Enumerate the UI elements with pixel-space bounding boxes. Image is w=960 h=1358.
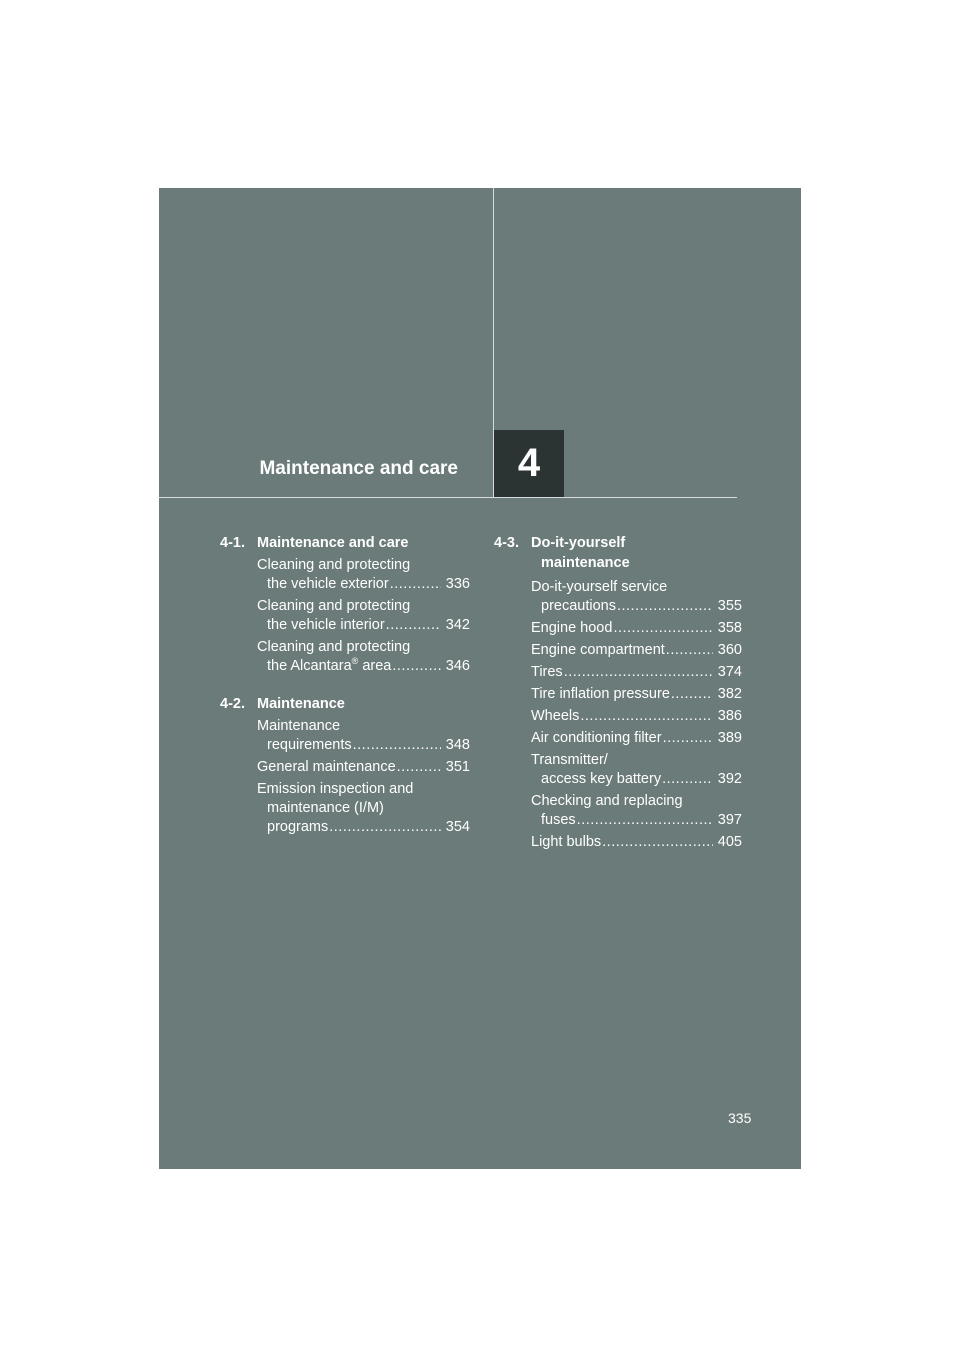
entry-text: General maintenance <box>257 759 396 775</box>
horizontal-divider <box>159 497 737 498</box>
section-heading <box>210 533 470 553</box>
toc-entry-engine-compartment[interactable] <box>531 638 742 660</box>
page-ref: 386 <box>717 708 742 724</box>
entry-text: programs <box>267 819 329 835</box>
page-number: 335 <box>728 1110 752 1126</box>
dot-leader <box>353 736 441 755</box>
page-ref: 389 <box>717 730 742 746</box>
entry-text: Tire inflation pressure <box>531 686 670 702</box>
dot-leader <box>577 811 713 830</box>
chapter-title: Maintenance and care <box>259 458 458 479</box>
dot-leader <box>663 729 713 748</box>
entry-text: Cleaning and protecting <box>257 598 411 614</box>
dot-leader <box>390 575 441 594</box>
toc-entry-key-battery[interactable] <box>531 748 742 789</box>
chapter-number-tab: 4 <box>494 430 564 497</box>
page-ref: 351 <box>445 759 470 775</box>
toc-entry-engine-hood[interactable] <box>531 616 742 638</box>
section-title: Maintenance <box>257 696 345 712</box>
section-number: 4-2. <box>220 696 245 712</box>
dot-leader <box>329 818 441 837</box>
section-title-continued: maintenance <box>541 555 630 571</box>
toc-entry-fuses[interactable] <box>531 789 742 830</box>
section-heading <box>484 533 742 573</box>
toc-entry-alcantara[interactable] <box>257 635 470 676</box>
dot-leader <box>666 641 713 660</box>
toc-entry-exterior[interactable] <box>257 553 470 594</box>
entry-text: Emission inspection and <box>257 781 414 797</box>
entry-text: Do-it-yourself service <box>531 579 668 595</box>
page-ref: 358 <box>717 620 742 636</box>
entry-text: fuses <box>541 812 576 828</box>
dot-leader <box>613 619 713 638</box>
dot-leader <box>392 657 441 676</box>
entry-text: Cleaning and protecting <box>257 557 411 573</box>
entry-text: the vehicle interior <box>267 617 385 633</box>
entry-text: the vehicle exterior <box>267 576 389 592</box>
toc-entry-tire-pressure[interactable] <box>531 682 742 704</box>
toc-entry-wheels[interactable] <box>531 704 742 726</box>
entry-text: Engine hood <box>531 620 613 636</box>
entry-text: requirements <box>267 737 352 753</box>
page-ref: 348 <box>445 737 470 753</box>
toc-entry-precautions[interactable] <box>531 575 742 616</box>
page-ref: 397 <box>717 812 742 828</box>
page-ref: 374 <box>717 664 742 680</box>
toc-right-column <box>484 533 742 870</box>
section-heading <box>210 694 470 714</box>
dot-leader <box>564 663 713 682</box>
page-ref: 360 <box>717 642 742 658</box>
page-ref: 346 <box>445 658 470 674</box>
entry-text: Checking and replacing <box>531 793 683 809</box>
toc-entry-tires[interactable] <box>531 660 742 682</box>
entry-text-part: area <box>358 658 392 674</box>
entry-text-part: the Alcantara <box>267 658 352 674</box>
section-title: Do-it-yourself <box>531 535 626 551</box>
section-number: 4-1. <box>220 535 245 551</box>
page-ref: 342 <box>445 617 470 633</box>
entry-text: Tires <box>531 664 563 680</box>
toc-entry-emission-inspection[interactable] <box>257 777 470 837</box>
entry-text: Transmitter/ <box>531 752 608 768</box>
toc-entry-general-maintenance[interactable] <box>257 755 470 777</box>
page-ref: 405 <box>717 834 742 850</box>
toc-entry-interior[interactable] <box>257 594 470 635</box>
entry-text <box>267 657 391 676</box>
entry-text: access key battery <box>541 771 662 787</box>
entry-text: Light bulbs <box>531 834 602 850</box>
registered-mark: ® <box>351 656 359 667</box>
entry-text: maintenance (I/M) <box>267 800 384 816</box>
toc-section-4-2 <box>210 694 470 837</box>
toc-section-4-1 <box>210 533 470 676</box>
entry-text: Air conditioning filter <box>531 730 662 746</box>
dot-leader <box>580 707 713 726</box>
page-ref: 354 <box>445 819 470 835</box>
entry-text: Cleaning and protecting <box>257 639 411 655</box>
dot-leader <box>671 685 713 704</box>
toc-left-column <box>210 533 470 855</box>
dot-leader <box>617 597 713 616</box>
dot-leader <box>397 758 441 777</box>
entry-text: Maintenance <box>257 718 341 734</box>
dot-leader <box>602 833 713 852</box>
page-ref: 382 <box>717 686 742 702</box>
page-ref: 336 <box>445 576 470 592</box>
toc-entry-requirements[interactable] <box>257 714 470 755</box>
entry-text: Wheels <box>531 708 580 724</box>
entry-text: Engine compartment <box>531 642 665 658</box>
entry-text: precautions <box>541 598 616 614</box>
toc-entry-ac-filter[interactable] <box>531 726 742 748</box>
section-title: Maintenance and care <box>257 535 409 551</box>
dot-leader <box>386 616 441 635</box>
page-ref: 355 <box>717 598 742 614</box>
toc-section-4-3 <box>484 533 742 852</box>
section-number: 4-3. <box>494 535 519 551</box>
dot-leader <box>662 770 713 789</box>
page-ref: 392 <box>717 771 742 787</box>
toc-entry-light-bulbs[interactable] <box>531 830 742 852</box>
